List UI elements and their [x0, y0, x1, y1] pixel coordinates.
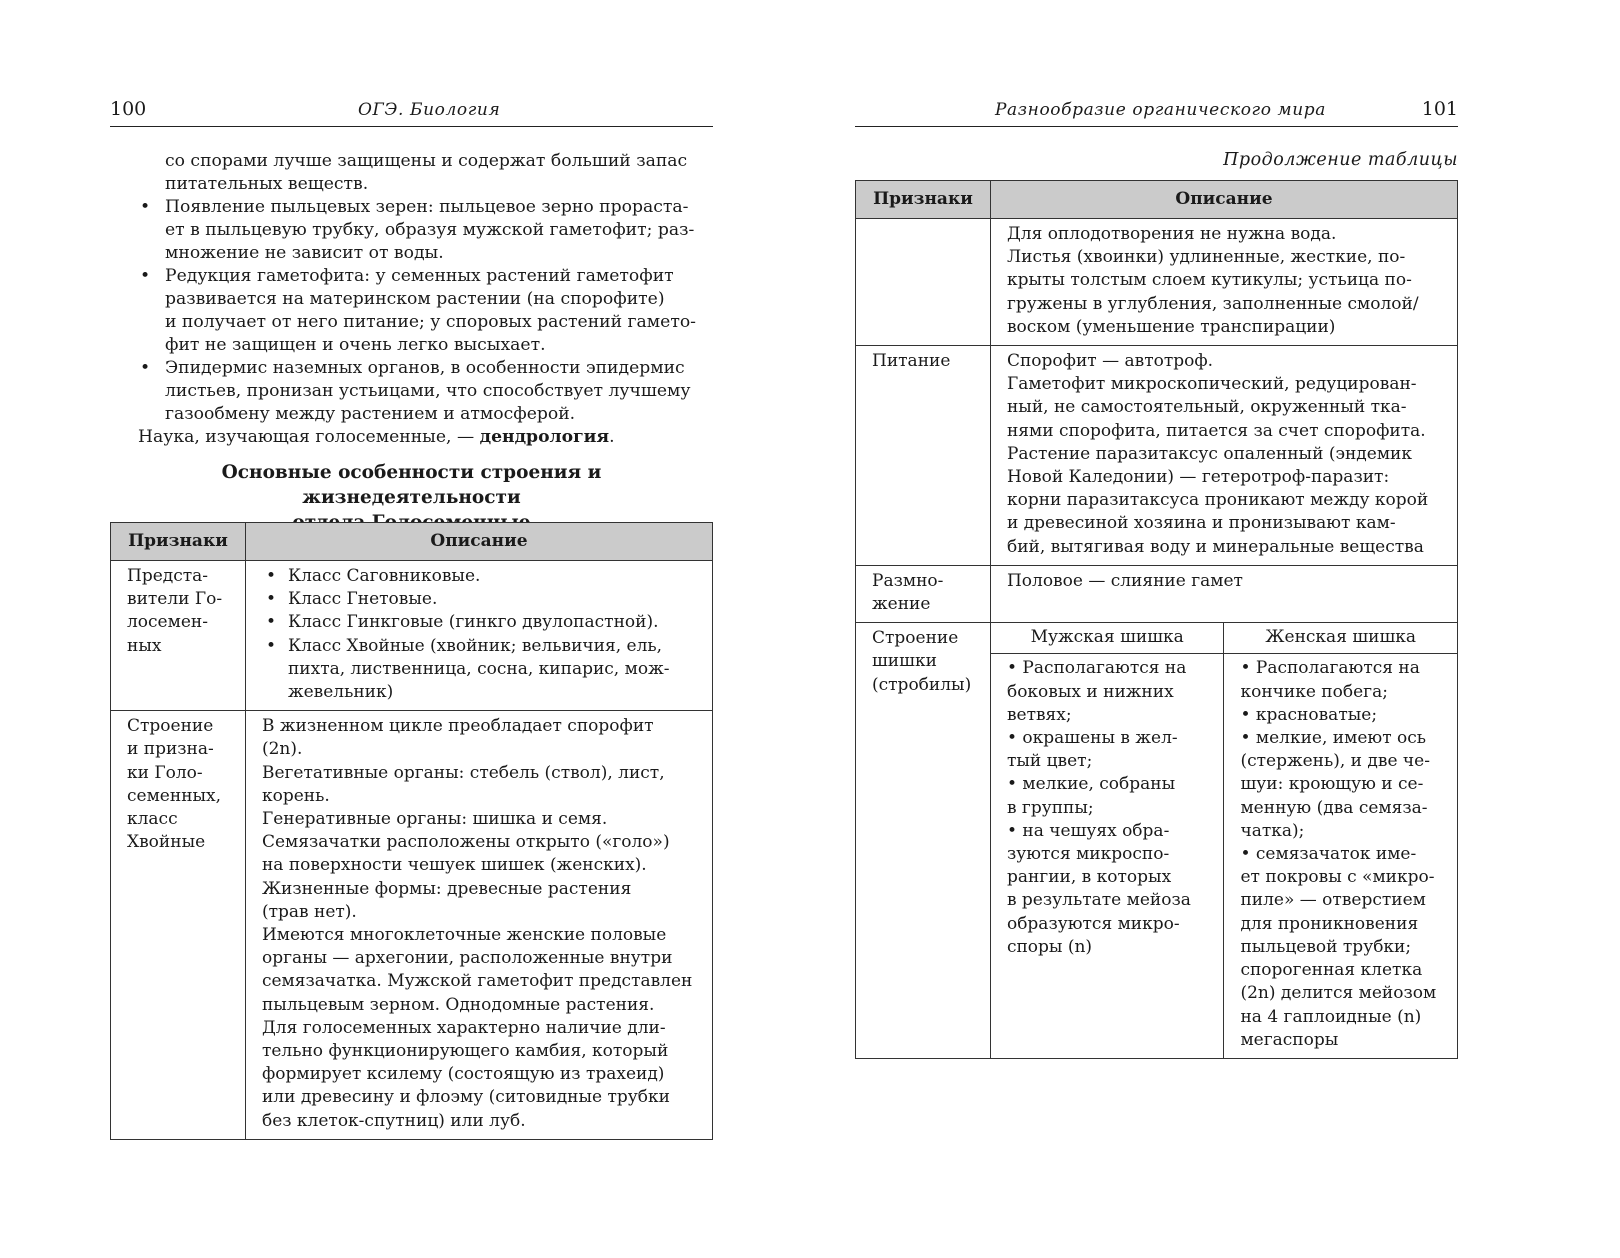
- feature-cell: [856, 623, 991, 1059]
- feature-cell: [856, 219, 991, 346]
- gymnosperm-table-continued: [855, 180, 1458, 1059]
- bullet-icon: •: [140, 197, 151, 217]
- text-line: Генеративные органы: шишка и семя.: [261, 809, 608, 830]
- text-line: кончике побега;: [1240, 681, 1388, 702]
- sentence-end: .: [609, 427, 615, 447]
- text-line: (трав нет).: [261, 901, 357, 922]
- description-cell: [990, 346, 1457, 566]
- text-line: листьев, пронизан устьицами, что способствует лучшему: [165, 381, 691, 401]
- text-line: газообмену между растением и атмосферой.: [165, 404, 576, 424]
- text-line: формирует ксилему (состоящую из трахеид): [261, 1064, 665, 1085]
- bullet-icon: •: [140, 266, 151, 286]
- page-number: 100: [110, 98, 147, 120]
- description-cell: [990, 565, 1457, 622]
- text-line: • Располагаются на: [1240, 658, 1420, 679]
- text-line: Эпидермис наземных органов, в особенности эпидермис: [165, 358, 685, 378]
- continuation-note: Продолжение таблицы: [1223, 150, 1458, 170]
- bullet-item: [110, 265, 713, 357]
- text-line: и древесиной хозяина и пронизывают кам-: [1006, 513, 1396, 534]
- text-line: нями спорофита, питается за счет спорофита.: [1006, 420, 1426, 441]
- description-cell: [245, 561, 712, 711]
- text-line: фит не защищен и очень легко высыхает.: [165, 335, 546, 355]
- text-line: • мелкие, собраны: [1006, 774, 1176, 795]
- text-line: Питание: [872, 351, 951, 372]
- text-line: (2n) делится мейозом: [1240, 983, 1437, 1004]
- text-line: Класс Гнетовые.: [287, 589, 438, 610]
- text-line: бий, вытягивая воду и минеральные вещества: [1006, 536, 1424, 557]
- text-line: крыты толстым слоем кутикулы; устьица по-: [1006, 270, 1412, 291]
- text-line: Жизненные формы: древесные растения: [261, 878, 632, 899]
- text-line: шишки: [872, 651, 937, 672]
- bullet-item: [110, 357, 713, 426]
- bullet-icon: •: [265, 589, 276, 610]
- text-line: Для оплодотворения не нужна вода.: [1006, 224, 1337, 244]
- description-cell: [245, 711, 712, 1140]
- text-line: Растение паразитаксус опаленный (эндемик: [1006, 443, 1413, 464]
- female-cone-header: Женская шишка: [1224, 623, 1458, 654]
- column-header: Описание: [245, 523, 712, 561]
- running-title: ОГЭ. Биология: [358, 100, 501, 120]
- text-line: (стержень), и две че-: [1240, 751, 1430, 772]
- text-line: семязачатка. Мужской гаметофит представлен: [261, 971, 693, 992]
- text-line: Половое — слияние гамет: [1006, 570, 1243, 591]
- bullet-icon: •: [265, 635, 276, 656]
- class-list: [262, 565, 698, 704]
- text-line: пихта, лиственница, сосна, кипарис, мож-: [287, 658, 670, 679]
- text-line: чатка);: [1240, 820, 1305, 841]
- running-title: Разнообразие органического мира: [995, 100, 1327, 120]
- text-line: ки Голо-: [127, 762, 203, 783]
- text-line: Семязачатки расположены открыто («голо»): [261, 832, 670, 853]
- text-line: Размно-: [872, 570, 944, 591]
- page-number: 101: [1421, 98, 1458, 120]
- term-bold: дендрология: [479, 427, 610, 447]
- text-line: семенных,: [127, 785, 222, 806]
- text-line: пыльцевым зерном. Однодомные растения.: [261, 994, 655, 1015]
- list-item: [262, 635, 698, 705]
- text-line: ный, не самостоятельный, окруженный тка-: [1006, 397, 1407, 418]
- list-item: [262, 565, 698, 588]
- male-cone-header: Мужская шишка: [990, 623, 1224, 654]
- text-line: Редукция гаметофита: у семенных растений гаметофит: [165, 266, 674, 286]
- text-line: Имеются многоклеточные женские половые: [261, 925, 667, 946]
- text-line: Строение: [127, 716, 214, 737]
- text-line: Новой Каледонии) — гетеротроф-паразит:: [1006, 467, 1390, 488]
- text-line: и получает от него питание; у споровых растений гамето-: [165, 312, 696, 332]
- text-line: корень.: [261, 785, 330, 806]
- text-line: множение не зависит от воды.: [165, 243, 444, 263]
- text-line: Класс Гинкговые (гинкго двулопастной).: [287, 612, 659, 633]
- text-line: Спорофит — автотроф.: [1006, 351, 1214, 372]
- column-header: Описание: [990, 181, 1457, 219]
- text-line: Класс Саговниковые.: [287, 566, 481, 586]
- feature-cell: [111, 561, 246, 711]
- text-line: тельно функционирующего камбия, который: [261, 1041, 669, 1062]
- text-line: Предста-: [127, 566, 209, 586]
- gymnosperm-table: [110, 522, 713, 1140]
- text-line: гружены в углубления, заполненные смолой/: [1006, 293, 1419, 314]
- text-line: тый цвет;: [1006, 751, 1093, 772]
- table-row: [111, 561, 713, 711]
- text-line: Строение: [872, 628, 959, 649]
- table-row: [856, 623, 1458, 654]
- continued-line: со спорами лучше защищены и содержат больший запас: [165, 151, 688, 171]
- description-cell: [990, 219, 1457, 346]
- list-item: [262, 588, 698, 611]
- continued-line: питательных веществ.: [165, 174, 369, 194]
- table-row: [856, 565, 1458, 622]
- text-line: ветвях;: [1006, 704, 1072, 725]
- text-line: или древесину и флоэму (ситовидные трубки: [261, 1087, 670, 1108]
- text-line: ет в пыльцевую трубку, образуя мужской гаметофит; раз-: [165, 220, 695, 240]
- text-line: спорогенная клетка: [1240, 960, 1423, 981]
- section-title-line: Основные особенности строения и жизнедеятельности: [221, 462, 602, 508]
- text-line: Появление пыльцевых зерен: пыльцевое зерно прораста-: [165, 197, 689, 217]
- column-header: Признаки: [111, 523, 246, 561]
- sentence-text: Наука, изучающая голосеменные, —: [138, 427, 480, 447]
- bullet-list: [110, 196, 713, 426]
- text-line: жение: [872, 594, 931, 615]
- text-line: зуются микроспо-: [1006, 844, 1170, 865]
- bullet-icon: •: [140, 358, 151, 378]
- closing-sentence: [110, 426, 713, 449]
- text-line: лосемен-: [127, 612, 208, 633]
- running-head-left: [110, 98, 713, 127]
- text-line: (стробилы): [872, 674, 972, 695]
- bullet-icon: •: [265, 566, 276, 586]
- text-line: мегаспоры: [1240, 1029, 1339, 1050]
- text-line: споры (n): [1006, 936, 1093, 957]
- text-line: Класс Хвойные (хвойник; вельвичия, ель,: [287, 635, 663, 656]
- text-line: рангии, в которых: [1006, 867, 1172, 888]
- text-line: органы — архегонии, расположенные внутри: [261, 948, 673, 969]
- column-header: Признаки: [856, 181, 991, 219]
- body-text: [110, 150, 713, 449]
- text-line: Для голосеменных характерно наличие дли-: [261, 1017, 666, 1038]
- list-item: [262, 611, 698, 634]
- text-line: пыльцевой трубки;: [1240, 936, 1412, 957]
- text-line: В жизненном цикле преобладает спорофит (2n).: [261, 716, 654, 760]
- text-line: вители Го-: [127, 589, 223, 610]
- text-line: • окрашены в жел-: [1006, 728, 1178, 749]
- table-header-row: [111, 523, 713, 561]
- text-line: воском (уменьшение транспирации): [1006, 316, 1336, 337]
- text-line: Гаметофит микроскопический, редуцирован-: [1006, 374, 1417, 395]
- table-header-row: [856, 181, 1458, 219]
- table-row: [111, 711, 713, 1140]
- text-line: Хвойные: [127, 832, 206, 853]
- text-line: развивается на материнском растении (на спорофите): [165, 289, 665, 309]
- female-cone-cell: [1224, 654, 1458, 1058]
- text-line: • Располагаются на: [1006, 658, 1187, 679]
- running-head-right: [855, 98, 1458, 127]
- text-line: в группы;: [1006, 797, 1094, 818]
- text-line: • семязачаток име-: [1240, 844, 1417, 865]
- feature-cell: [856, 346, 991, 566]
- text-line: • красноватые;: [1240, 704, 1378, 725]
- feature-cell: [111, 711, 246, 1140]
- text-line: для проникновения: [1240, 913, 1419, 934]
- text-line: Листья (хвоинки) удлиненные, жесткие, по-: [1006, 247, 1406, 268]
- table-row: [856, 219, 1458, 346]
- text-line: менную (два семяза-: [1240, 797, 1428, 818]
- bullet-icon: •: [265, 612, 276, 633]
- text-line: на 4 гаплоидные (n): [1240, 1006, 1422, 1027]
- bullet-item: [110, 196, 713, 265]
- male-cone-cell: [990, 654, 1224, 1058]
- feature-cell: [856, 565, 991, 622]
- text-line: боковых и нижних: [1006, 681, 1174, 702]
- text-line: в результате мейоза: [1006, 890, 1191, 911]
- text-line: ных: [127, 635, 162, 656]
- text-line: на поверхности чешуек шишек (женских).: [261, 855, 647, 876]
- text-line: без клеток-спутниц) или луб.: [261, 1110, 526, 1131]
- text-line: жевельник): [287, 682, 394, 703]
- text-line: класс: [127, 809, 178, 830]
- text-line: • мелкие, имеют ось: [1240, 728, 1427, 749]
- text-line: корни паразитаксуса проникают между корой: [1006, 490, 1429, 511]
- text-line: шуи: кроющую и се-: [1240, 774, 1424, 795]
- text-line: образуются микро-: [1006, 913, 1180, 934]
- text-line: пиле» — отверстием: [1240, 890, 1426, 911]
- text-line: ет покровы с «микро-: [1240, 867, 1435, 888]
- text-line: • на чешуях обра-: [1006, 820, 1170, 841]
- table-row: [856, 346, 1458, 566]
- text-line: и призна-: [127, 739, 214, 760]
- text-line: Вегетативные органы: стебель (ствол), лист,: [261, 762, 665, 783]
